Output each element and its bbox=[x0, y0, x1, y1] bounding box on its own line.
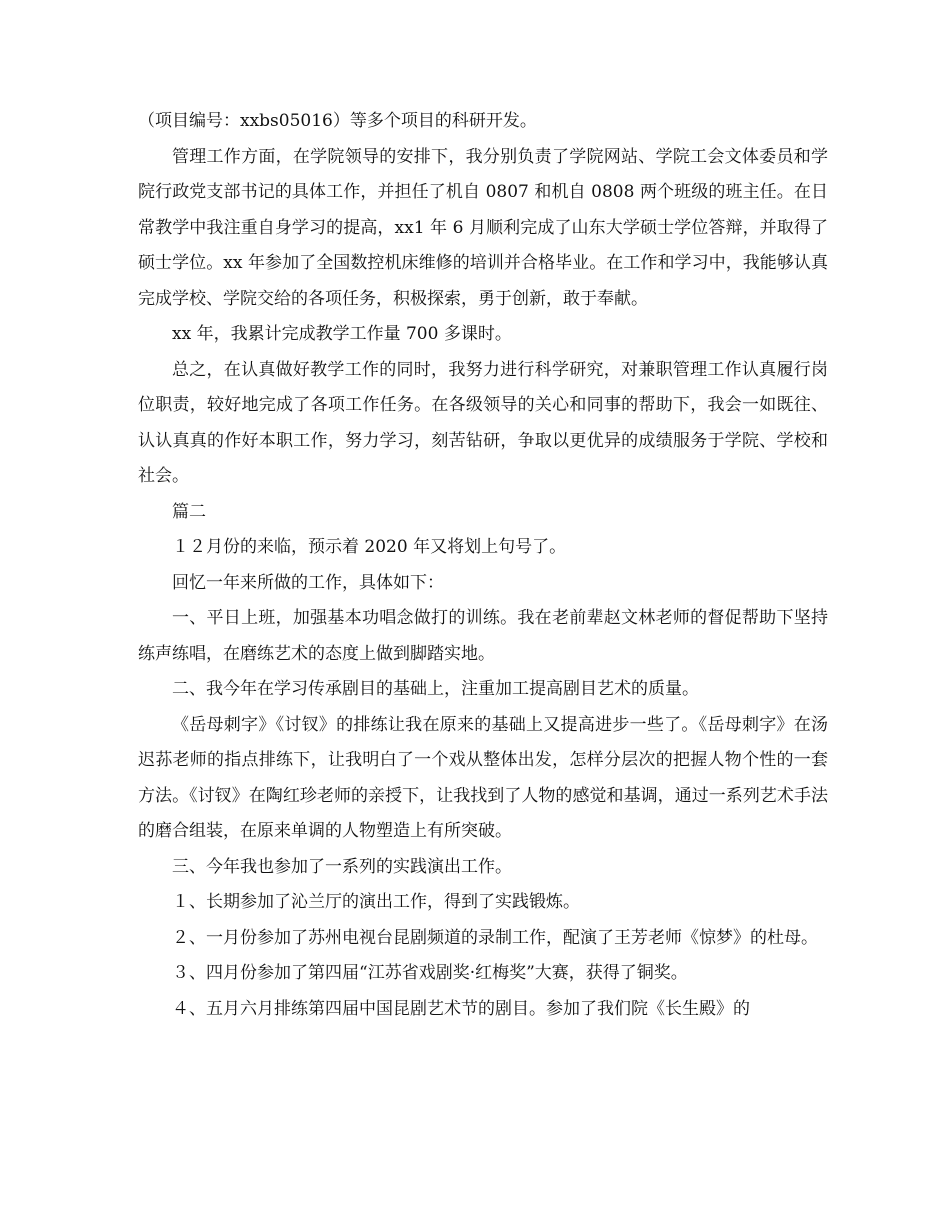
paragraph-review-intro: 回忆一年来所做的工作，具体如下： bbox=[172, 572, 444, 593]
document-body bbox=[138, 104, 828, 1027]
paragraph-project-number: （项目编号：xxbs05016）等多个项目的科研开发。 bbox=[138, 111, 537, 131]
paragraph-repertoire: 《岳母刺字》《讨钗》的排练让我在原来的基础上又提高进步一些了。《岳母刺字》在汤迟荪老师的指点排练下，让我明白了一个戏从整体出发，怎样分层次的把握人物个性的一套方法。《讨钗》在陶红珍老师的亲授下，让我找到了人物的感觉和基调，通过一系列艺术手法的磨合组装，在原来单调的人物塑造上有所突破。 bbox=[138, 714, 828, 841]
section-heading-part-two: 篇二 bbox=[172, 501, 206, 522]
paragraph-summary: 总之，在认真做好教学工作的同时，我努力进行科学研究，对兼职管理工作认真履行岗位职责，较好地完成了各项工作任务。在各级领导的关心和同事的帮助下，我会一如既往、认认真真的作好本职工作，努力学习，刻苦钻研，争取以更优异的成绩服务于学院、学校和社会。 bbox=[138, 359, 828, 486]
list-item-performance-4: ４、五月六月排练第四届中国昆剧艺术节的剧目。参加了我们院《长生殿》的 bbox=[172, 998, 750, 1019]
paragraph-item-two: 二、我今年在学习传承剧目的基础上，注重加工提高剧目艺术的质量。 bbox=[172, 679, 699, 699]
list-item-performance-3: ３、四月份参加了第四届“江苏省戏剧奖·红梅奖”大赛，获得了铜奖。 bbox=[172, 963, 688, 983]
list-item-performance-2: ２、一月份参加了苏州电视台昆剧频道的录制工作，配演了王芳老师《惊梦》的杜母。 bbox=[172, 927, 818, 948]
paragraph-item-one: 一、平日上班，加强基本功唱念做打的训练。我在老前辈赵文林老师的督促帮助下坚持练声练唱，在磨练艺术的态度上做到脚踏实地。 bbox=[138, 608, 828, 664]
paragraph-teaching-hours: xx 年，我累计完成教学工作量 700 多课时。 bbox=[172, 324, 512, 344]
paragraph-december: １２月份的来临，预示着 2020 年又将划上句号了。 bbox=[172, 537, 567, 557]
paragraph-management-work: 管理工作方面，在学院领导的安排下，我分别负责了学院网站、学院工会文体委员和学院行政党支部书记的具体工作，并担任了机自 0807 和机自 0808 两个班级的班主任。在日常教学中我注重自身学习的提高，xx1 年 6 月顺利完成了山东大学硕士学位答辩，并取得了硕士学位。xx 年参加了全国数控机床维修的培训并合格毕业。在工作和学习中，我能够认真完成学校、学院交给的各项任务，积极探索，勇于创新，敢于奉献。 bbox=[138, 146, 828, 309]
paragraph-item-three: 三、今年我也参加了一系列的实践演出工作。 bbox=[172, 856, 512, 877]
list-item-performance-1: １、长期参加了沁兰厅的演出工作，得到了实践锻炼。 bbox=[172, 892, 580, 912]
